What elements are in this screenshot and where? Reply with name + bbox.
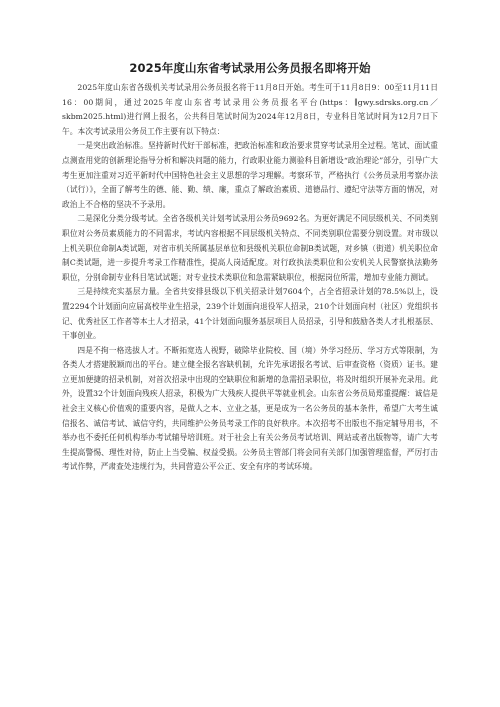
paragraph-point-four: 四是不拘一格选拔人才。不断拓宽选人视野，破除毕业院校、国（境）外学习经历、学习方式等限制，为各类人才搭建脱颖而出的平台。建立健全报名容缺机制，允许先承诺报名考试、后审查资格（资质）证书。建立更加便捷的招录机制，对首次招录中出现的空缺职位和新增的急需招录职位，将及时组织开展补充录用。此外，设置32个计划面向残疾人招录，积极为广大残疾人提供平等就业机会。山东省公务员局郑重提醒：诚信是社会主义核心价值观的重要内容，是做人之本、立业之基，更是成为一名公务员的基本条件，希望广大考生诚信报名、诚信考试、诚信守约，共同维护公务员考录工作的良好秩序。本次招考不出版也不指定辅导用书，不举办也不委托任何机构举办考试辅导培训班。对于社会上有关公务员考试培训、网站或者出版物等，请广大考生提高警惕、理性对待，防止上当受骗、权益受损。公务员主管部门将会同有关部门加强管理监督，严厉打击考试作弊，严肃查处违规行为，共同营造公平公正、安全有序的考试环境。 xyxy=(62,345,438,472)
paragraph-intro: 2025年度山东省各级机关考试录用公务员报名将于11月8日开始。考生可于11月8日9：00至11月11日16：00期间，通过2025年度山东省考试录用公务员报名平台(https：∥gwy.sdrsks.org.cn／skbm2025.html)进行网上报名，公共科目笔试时间为2024年12月8日，专业科目笔试时间为12月7日下午。本次考试录用公务员工作主要有以下特点： xyxy=(62,83,438,136)
document-body xyxy=(62,81,438,475)
document-title: 2025年度山东省考试录用公务员报名即将开始 xyxy=(129,61,371,75)
paragraph-point-one: 一是突出政治标准。坚持新时代好干部标准，把政治标准和政治要求贯穿考试录用全过程。笔试、面试重点测查用党的创新理论指导分析和解决问题的能力，行政职业能力测验科目新增设“政治理论”部分，引导广大考生更加注重对习近平新时代中国特色社会主义思想的学习理解。考察环节，严格执行《公务员录用考察办法（试行）》，全面了解考生的德、能、勤、绩、廉，重点了解政治素质、道德品行、遵纪守法等方面的情况，对政治上不合格的坚决不予录用。 xyxy=(62,141,438,209)
paragraph-point-three: 三是持续充实基层力量。全省共安排县级以下机关招录计划7604个，占全省招录计划的78.5%以上，设置2294个计划面向应届高校毕业生招录，239个计划面向退役军人招录，210个计划面向村（社区）党组织书记、优秀社区工作者等本土人才招录，41个计划面向服务基层项目人员招录，引导和鼓励各类人才扎根基层、干事创业。 xyxy=(62,287,438,341)
paragraph-point-two: 二是深化分类分级考试。全省各级机关计划考试录用公务员9692名。为更好满足不同层级机关、不同类别职位对公务员素质能力的不同需求，考试内容根据不同层级机关特点、不同类别职位需要分别设置。对市级以上机关职位命制A类试题，对省市机关所属基层单位和县级机关职位命制B类试题，对乡镇（街道）机关职位命制C类试题，进一步提升考录工作精准性，提高人岗适配度。对行政执法类职位和公安机关人民警察执法勤务职位，分别命制专业科目笔试试题；对专业技术类职位和急需紧缺职位，根据岗位所需，增加专业能力测试。 xyxy=(62,214,438,282)
